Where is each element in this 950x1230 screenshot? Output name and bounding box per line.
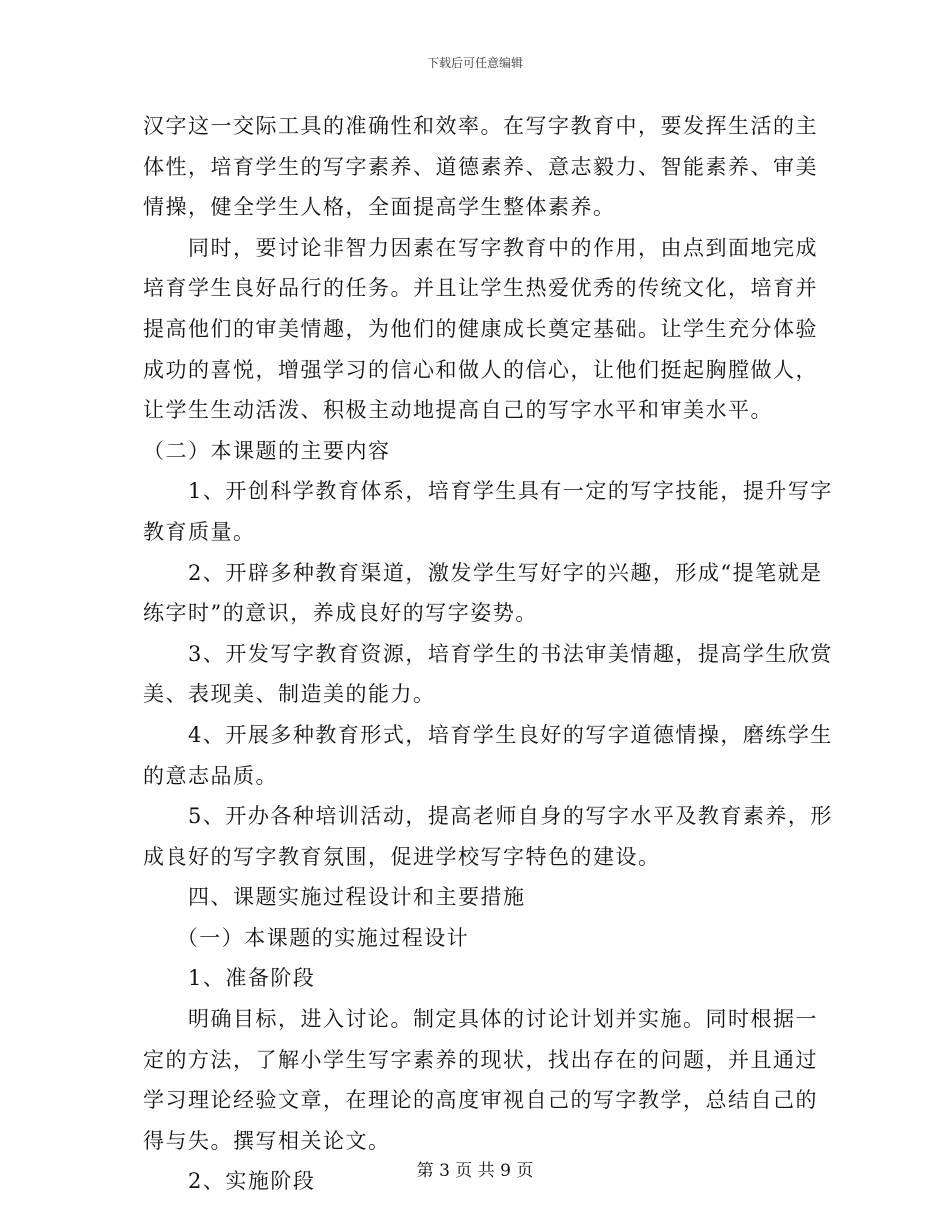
text-line: 体性，培育学生的写字素养、道德素养、意志毅力、智能素养、审美 bbox=[143, 154, 818, 179]
text-line: 5、开办各种培训活动，提高老师自身的写字水平及教育素养，形 bbox=[188, 804, 833, 829]
text-line: 3、开发写字教育资源，培育学生的书法审美情趣，提高学生欣赏 bbox=[188, 641, 833, 666]
text-line: 提高他们的审美情趣，为他们的健康成长奠定基础。让学生充分体验 bbox=[143, 316, 818, 341]
text-line: 2、实施阶段 bbox=[188, 1169, 316, 1194]
text-line: 明确目标，进入讨论。制定具体的讨论计划并实施。同时根据一 bbox=[188, 1007, 818, 1032]
text-line: 四、课题实施过程设计和主要措施 bbox=[188, 885, 526, 910]
text-line: 教育质量。 bbox=[143, 519, 256, 544]
text-line: 培育学生良好品行的任务。并且让学生热爱优秀的传统文化，培育并 bbox=[143, 276, 818, 301]
text-line: 成功的喜悦，增强学习的信心和做人的信心，让他们挺起胸膛做人， bbox=[143, 357, 818, 382]
text-line: 成良好的写字教育氛围，促进学校写字特色的建设。 bbox=[143, 844, 661, 869]
document-body bbox=[143, 106, 833, 1202]
text-line: （二）本课题的主要内容 bbox=[143, 438, 391, 463]
text-line: 同时，要讨论非智力因素在写字教育中的作用，由点到面地完成 bbox=[188, 235, 818, 260]
text-line: （一）本课题的实施过程设计 bbox=[176, 925, 470, 950]
text-line: 学习理论经验文章，在理论的高度审视自己的写字教学，总结自己的 bbox=[143, 1088, 818, 1113]
text-line: 的意志品质。 bbox=[143, 763, 278, 788]
text-line: 美、表现美、制造美的能力。 bbox=[143, 682, 436, 707]
text-line: 让学生生动活泼、积极主动地提高自己的写字水平和审美水平。 bbox=[143, 398, 773, 423]
text-line: 得与失。撰写相关论文。 bbox=[143, 1128, 391, 1153]
text-line: 练字时”的意识，养成良好的写字姿势。 bbox=[143, 601, 538, 626]
text-line: 1、开创科学教育体系，培育学生具有一定的写字技能，提升写字 bbox=[188, 479, 833, 504]
text-line: 2、开辟多种教育渠道，激发学生写好字的兴趣，形成“提笔就是 bbox=[188, 560, 823, 585]
text-line: 情操，健全学生人格，全面提高学生整体素养。 bbox=[143, 195, 616, 220]
text-line: 4、开展多种教育形式，培育学生良好的写字道德情操，磨练学生 bbox=[188, 722, 833, 747]
page-header-note: 下载后可任意编辑 bbox=[426, 56, 523, 70]
page-number: 第 3 页 共 9 页 bbox=[416, 1161, 534, 1181]
text-line: 1、准备阶段 bbox=[188, 966, 316, 991]
text-line: 定的方法，了解小学生写字素养的现状，找出存在的问题，并且通过 bbox=[143, 1047, 818, 1072]
text-line: 汉字这一交际工具的准确性和效率。在写字教育中，要发挥生活的主 bbox=[143, 114, 818, 138]
